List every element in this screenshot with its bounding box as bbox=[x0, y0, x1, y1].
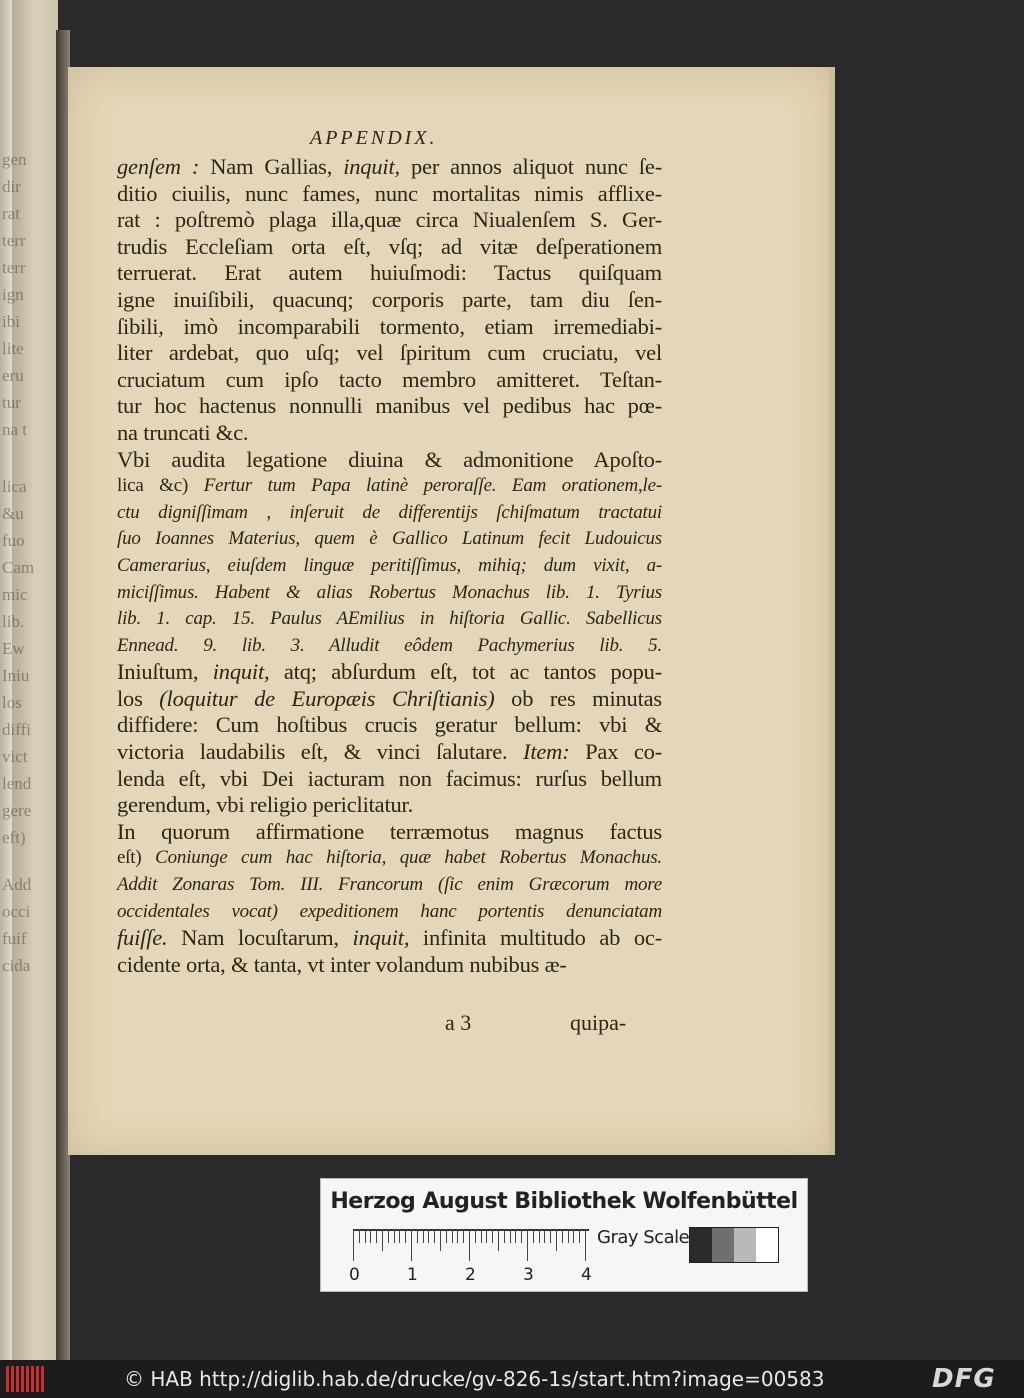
ruler-tick bbox=[515, 1229, 516, 1243]
roman-text: na truncati &c. bbox=[117, 419, 249, 445]
italic-text: inquit, bbox=[352, 925, 410, 951]
text-line bbox=[117, 899, 662, 926]
ruler-tick bbox=[452, 1229, 453, 1243]
ruler-number: 4 bbox=[581, 1265, 592, 1285]
ruler-tick bbox=[492, 1229, 493, 1243]
ruler-tick bbox=[388, 1229, 389, 1243]
text-line bbox=[117, 580, 662, 607]
italic-text: Fertur tum Papa latinè peroraſſe. Eam orationem,le- bbox=[203, 475, 662, 497]
ruler-tick bbox=[457, 1229, 458, 1243]
text-line bbox=[117, 447, 662, 474]
roman-text: Nam Gallias, bbox=[210, 154, 344, 179]
ruler-tick bbox=[510, 1229, 511, 1243]
ruler-tick bbox=[469, 1229, 470, 1261]
ruler-tick bbox=[405, 1229, 406, 1243]
italic-text: Addit Zonaras Tom. III. Francorum (ſic enim Græcorum more bbox=[117, 874, 662, 896]
roman-text: trudis Eccleſiam orta eſt, vſq; ad vitæ deſperationem bbox=[117, 233, 662, 259]
text-line bbox=[117, 207, 662, 234]
text-line bbox=[117, 340, 662, 367]
left-page-fragment: dir bbox=[2, 177, 21, 196]
left-page-fragment: lend bbox=[2, 774, 32, 793]
ruler-tick bbox=[498, 1229, 499, 1251]
text-line bbox=[117, 925, 662, 952]
ruler-tick bbox=[417, 1229, 418, 1243]
left-page-fragment: gen bbox=[2, 150, 27, 169]
roman-text: gerendum, vbi religio periclitatur. bbox=[117, 792, 414, 818]
roman-text: terruerat. Erat autem huiuſmodi: Tactus quiſquam bbox=[117, 260, 662, 286]
text-line bbox=[117, 606, 662, 633]
left-page-fragment: cida bbox=[2, 956, 31, 975]
roman-text: ob res minutas bbox=[494, 685, 662, 711]
left-page-fragment: fuo bbox=[2, 531, 25, 550]
italic-text: occidentales vocat) expeditionem hanc portentis denunciatam bbox=[117, 900, 662, 922]
italic-text: ſuo Ioannes Materius, quem è Gallico Latinum fecit Ludouicus bbox=[117, 528, 662, 550]
ruler-tick bbox=[353, 1229, 354, 1261]
ruler-tick bbox=[382, 1229, 383, 1251]
roman-text: victoria laudabilis eſt, & vinci ſalutare. bbox=[117, 739, 524, 765]
left-page-fragment: gere bbox=[2, 801, 32, 820]
left-page-fragment: diffi bbox=[2, 720, 31, 739]
roman-text: los bbox=[117, 685, 160, 711]
ruler-tick bbox=[423, 1229, 424, 1243]
left-page-fragment: lite bbox=[2, 339, 24, 358]
ruler-tick bbox=[568, 1229, 569, 1243]
left-page-fragment: terr bbox=[2, 258, 26, 277]
text-line bbox=[117, 819, 662, 846]
ruler-number: 2 bbox=[465, 1265, 476, 1285]
ruler-tick bbox=[428, 1229, 429, 1243]
left-page-fragment: na t bbox=[2, 420, 28, 439]
left-page-fragment: vict bbox=[2, 747, 28, 766]
ruler-tick bbox=[527, 1229, 528, 1261]
ruler-number: 3 bbox=[523, 1265, 534, 1285]
ruler-number: 1 bbox=[407, 1265, 418, 1285]
left-page-fragment: rat bbox=[2, 204, 20, 223]
ruler-tick bbox=[562, 1229, 563, 1243]
left-page-fragment: terr bbox=[2, 231, 26, 250]
left-page-fragment: &u bbox=[2, 504, 24, 523]
ruler-tick bbox=[411, 1229, 412, 1261]
roman-text: In quorum affirmatione terræmotus magnus factus bbox=[117, 818, 662, 844]
italic-text: Coniunge cum hac hiſtoria, quæ habet Robertus Monachus. bbox=[155, 847, 662, 869]
roman-text: Nam locuſtarum, bbox=[167, 925, 353, 951]
gray-swatch bbox=[690, 1228, 712, 1262]
text-line bbox=[117, 393, 662, 420]
left-page-fragment: los bbox=[2, 693, 22, 712]
ruler-tick bbox=[434, 1229, 435, 1243]
italic-text: miciſſimus. Habent & alias Robertus Monachus lib. 1. Tyrius bbox=[117, 581, 662, 603]
signature-mark: a 3 bbox=[445, 1010, 472, 1035]
ruler-number: 0 bbox=[349, 1265, 360, 1285]
italic-text: Ennead. 9. lib. 3. Alludit eôdem Pachymerius lib. 5. bbox=[117, 634, 662, 656]
ruler-tick bbox=[463, 1229, 464, 1243]
text-line bbox=[117, 872, 662, 899]
page-body-text bbox=[117, 154, 662, 978]
footer-bar bbox=[0, 1360, 1024, 1398]
ruler-tick bbox=[504, 1229, 505, 1243]
text-line bbox=[117, 367, 662, 394]
left-page-fragment: Iniu bbox=[2, 666, 30, 685]
ruler-tick bbox=[446, 1229, 447, 1243]
ruler-tick bbox=[399, 1229, 400, 1243]
left-page-fragment: Add bbox=[2, 875, 32, 894]
ruler-tick bbox=[365, 1229, 366, 1243]
text-line bbox=[117, 712, 662, 739]
gray-scale-label: Gray Scale bbox=[597, 1227, 690, 1248]
ruler-tick bbox=[370, 1229, 371, 1243]
left-page-fragment: mic bbox=[2, 585, 28, 604]
hab-logo-icon bbox=[6, 1366, 44, 1392]
left-page-fragment: ibi bbox=[2, 312, 20, 331]
text-line bbox=[117, 792, 662, 819]
text-line bbox=[117, 659, 662, 686]
text-line bbox=[117, 766, 662, 793]
dfg-logo: DFG bbox=[932, 1364, 996, 1394]
roman-text: rat : poſtremò plaga illa,quæ circa Niualenſem S. Ger- bbox=[117, 207, 662, 233]
text-line bbox=[117, 553, 662, 580]
text-line bbox=[117, 234, 662, 261]
text-line bbox=[117, 500, 662, 527]
left-page-fragment: tur bbox=[2, 393, 21, 412]
gray-swatch bbox=[756, 1228, 778, 1262]
measurement-ruler bbox=[353, 1229, 589, 1263]
left-page-fragment: Ew bbox=[2, 639, 25, 658]
roman-text: per annos aliquot nunc ſe- bbox=[399, 154, 663, 179]
left-page-fragment: lica bbox=[2, 477, 27, 496]
ruler-tick bbox=[481, 1229, 482, 1243]
italic-text: (loquitur de Europæis Chriſtianis) bbox=[159, 685, 495, 711]
text-line bbox=[117, 633, 662, 660]
text-line bbox=[117, 420, 662, 447]
ruler-tick bbox=[579, 1229, 580, 1243]
italic-text: lib. 1. cap. 15. Paulus AEmilius in hiſtoria Gallic. Sabellicus bbox=[117, 608, 662, 630]
italic-text: Camerarius, eiuſdem linguæ peritiſſimus, mihiq; dum vixit, a- bbox=[117, 554, 662, 576]
ruler-tick bbox=[376, 1229, 377, 1243]
ruler-tick bbox=[475, 1229, 476, 1243]
text-line bbox=[117, 260, 662, 287]
roman-text: ditio ciuilis, nunc fames, nunc mortalitas nimis afflixe- bbox=[117, 180, 662, 206]
italic-text: genſem : bbox=[117, 154, 211, 179]
italic-text: Item: bbox=[523, 739, 570, 765]
ruler-tick bbox=[539, 1229, 540, 1243]
color-scale-card bbox=[320, 1178, 808, 1292]
ruler-tick bbox=[486, 1229, 487, 1243]
roman-text: cidente orta, & tanta, vt inter volandum nubibus æ- bbox=[117, 951, 567, 977]
italic-text: inquit, bbox=[212, 659, 270, 685]
text-line bbox=[117, 845, 662, 872]
left-page-fragment: fuif bbox=[2, 929, 27, 948]
left-page-fragment: occi bbox=[2, 902, 31, 921]
text-line bbox=[117, 473, 662, 500]
text-line bbox=[117, 686, 662, 713]
gray-scale-swatches bbox=[689, 1227, 779, 1263]
roman-text: lica &c) bbox=[117, 475, 204, 497]
ruler-tick bbox=[544, 1229, 545, 1243]
italic-text: ctu digniſſimam , inſeruit de differentijs ſchiſmatum tractatui bbox=[117, 501, 662, 523]
text-line bbox=[117, 314, 662, 341]
catchword: quipa- bbox=[570, 1010, 627, 1035]
roman-text: Vbi audita legatione diuina & admonitione Apoſto- bbox=[117, 446, 662, 472]
roman-text: Pax co- bbox=[569, 739, 662, 765]
ruler-tick bbox=[359, 1229, 360, 1243]
ruler-tick bbox=[573, 1229, 574, 1243]
text-line bbox=[117, 739, 662, 766]
text-line bbox=[117, 287, 662, 314]
running-header: APPENDIX. bbox=[310, 127, 438, 149]
text-line bbox=[117, 181, 662, 208]
gray-swatch bbox=[712, 1228, 734, 1262]
roman-text: tur hoc hactenus nonnulli manibus vel pedibus hac pœ- bbox=[117, 393, 662, 419]
ruler-tick bbox=[550, 1229, 551, 1243]
adjacent-left-page bbox=[0, 0, 58, 1360]
ruler-tick bbox=[394, 1229, 395, 1243]
page-edge bbox=[829, 67, 835, 1155]
ruler-tick bbox=[585, 1229, 586, 1261]
text-line bbox=[117, 952, 662, 979]
roman-text: lenda eſt, vbi Dei iacturam non facimus: rurſus bellum bbox=[117, 765, 662, 791]
roman-text: cruciatum cum ipſo tacto membro amitteret. Teſtan- bbox=[117, 366, 662, 392]
italic-text: inquit, bbox=[343, 154, 400, 179]
left-page-fragment: lib. bbox=[2, 612, 25, 631]
ruler-tick bbox=[556, 1229, 557, 1251]
roman-text: atq; abſurdum eſt, tot ac tantos popu- bbox=[269, 659, 662, 685]
gray-swatch bbox=[734, 1228, 756, 1262]
left-page-fragment: ign bbox=[2, 285, 24, 304]
left-page-fragment: eru bbox=[2, 366, 24, 385]
library-name: Herzog August Bibliothek Wolfenbüttel bbox=[330, 1189, 798, 1214]
left-page-fragment: Cam bbox=[2, 558, 35, 577]
text-line bbox=[117, 154, 662, 181]
copyright-link[interactable]: © HAB http://diglib.hab.de/drucke/gv-826-1s/start.htm?image=00583 bbox=[124, 1367, 825, 1391]
roman-text: diffidere: Cum hoſtibus crucis geratur bellum: vbi & bbox=[117, 712, 662, 738]
roman-text: Iniuſtum, bbox=[117, 659, 213, 685]
roman-text: liter ardebat, quo uſq; vel ſpiritum cum cruciatu, vel bbox=[117, 340, 662, 366]
italic-text: fuiſſe. bbox=[117, 925, 168, 951]
text-line bbox=[117, 526, 662, 553]
ruler-tick bbox=[440, 1229, 441, 1251]
roman-text: infinita multitudo ab oc- bbox=[409, 925, 662, 951]
ruler-tick bbox=[521, 1229, 522, 1243]
ruler-tick bbox=[533, 1229, 534, 1243]
left-page-fragment: eft) bbox=[2, 828, 26, 847]
roman-text: ſibili, imò incomparabili tormento, etiam irremediabi- bbox=[117, 313, 662, 339]
roman-text: igne inuiſibili, quacunq; corporis parte, tam diu ſen- bbox=[117, 286, 662, 312]
roman-text: eſt) bbox=[117, 847, 156, 869]
